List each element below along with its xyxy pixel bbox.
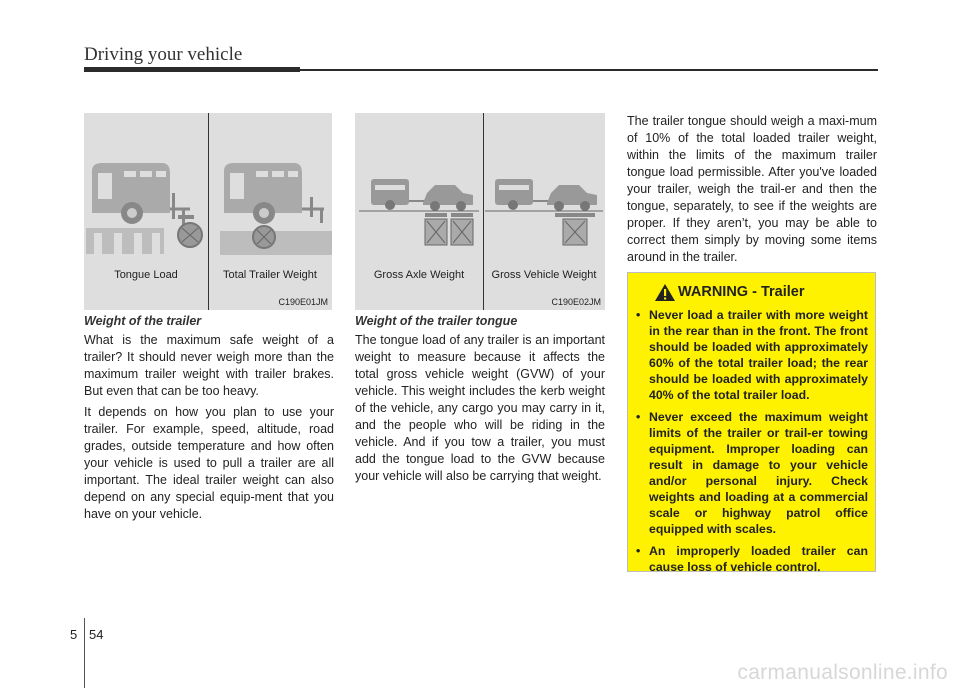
warning-list xyxy=(636,307,868,581)
warning-item: • An improperly loaded trailer can cause loss of vehicle control. xyxy=(636,543,868,575)
camper-on-ground-icon xyxy=(220,163,332,255)
trailer-tongue-illustration xyxy=(355,113,605,263)
header-rule-thick xyxy=(84,67,300,72)
figure-label-tongue-load: Tongue Load xyxy=(114,269,178,281)
figure-trailer-weight xyxy=(84,113,332,310)
warning-triangle-icon xyxy=(654,283,676,302)
warning-item: • Never exceed the maximum weight limits of the trailer or trail-er towing equipment. Improper loading can result in damage to your vehicle and/or personal injury. Check weights and loading at a commercial scale or highway patrol office equipped with scales. xyxy=(636,409,868,537)
paragraph: The tongue load of any trailer is an important weight to measure because it affects the total gross vehicle weight (GVW) of your vehicle. This weight includes the kerb weight of the vehicle, any cargo you may carry in it, and the people who will be riding in the vehicle. And if you tow a trailer, you must add the tongue load to the GVW because your vehicle will also be carrying that weight. xyxy=(355,333,605,483)
figure-label-gross-axle-weight: Gross Axle Weight xyxy=(373,269,465,281)
warning-box xyxy=(627,272,876,572)
chapter-number: 5 xyxy=(70,627,78,642)
warning-title: WARNING - Trailer xyxy=(678,284,805,300)
watermark: carmanualsonline.info xyxy=(737,661,948,684)
paragraph: What is the maximum safe weight of a trailer? It should never weigh more than the maximum trailer weight with trailer brakes. But even that can be too heavy. xyxy=(84,333,334,398)
car-trailer-axle-scales-icon xyxy=(359,179,479,245)
paragraph: The trailer tongue should weigh a maxi-mum of 10% of the total loaded trailer weight, within the limits of the maximum trailer tongue load permissible. After you've loaded your trailer, weigh the trail-er and then the tongue, separately, to see if the weights are proper. If they aren’t, you may be able to correct them simply by moving some items around in the trailer. xyxy=(627,114,877,264)
header-rule-thin xyxy=(300,69,878,71)
figure-code: C190E01JM xyxy=(278,297,328,307)
figure-trailer-tongue xyxy=(355,113,605,310)
warning-item: • Never load a trailer with more weight in the rear than in the front. The front should be loaded with approximately 60% of the total trailer load; the rear should be loaded with approximately 40% of the total trailer load. xyxy=(636,307,868,403)
car-trailer-vehicle-scale-icon xyxy=(485,179,603,245)
page-number-divider xyxy=(84,618,85,688)
figure-label-gross-vehicle-weight: Gross Vehicle Weight xyxy=(491,269,597,281)
camper-on-blocks-icon xyxy=(86,163,202,254)
section-heading-trailer-weight: Weight of the trailer xyxy=(84,314,202,328)
page-number: 54 xyxy=(89,627,104,642)
section-heading-tongue-weight: Weight of the trailer tongue xyxy=(355,314,518,328)
page-header-title: Driving your vehicle xyxy=(84,44,243,65)
paragraph: It depends on how you plan to use your trailer. For example, speed, altitude, road grades, outside temperature and how often your vehicle is used to pull a trailer are all important. The ideal trailer weight can also depend on any special equip-ment that you have on your vehicle. xyxy=(84,405,334,521)
figure-label-total-trailer-weight: Total Trailer Weight xyxy=(223,269,317,281)
figure-code: C190E02JM xyxy=(551,297,601,307)
